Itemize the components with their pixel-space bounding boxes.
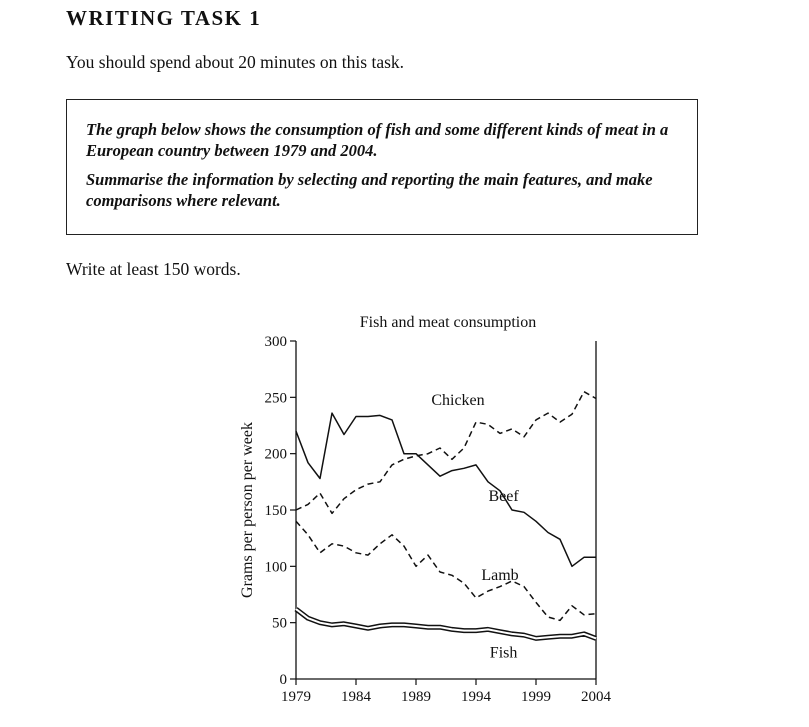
y-tick-label: 150 [264,503,287,519]
x-tick-label: 1999 [521,689,551,705]
chart-ticks [265,334,612,705]
y-tick-label: 250 [264,390,287,407]
y-tick-label: 300 [264,334,287,350]
word-count-instruction: Write at least 150 words. [66,259,241,279]
y-tick-label: 100 [264,559,287,576]
y-tick-label: 50 [272,615,287,632]
prompt-instructions: Summarise the information by selecting and reporting the main features, and make comparisons where relevant. [86,170,653,210]
chart-series [296,392,596,639]
instruction-text: You should spend about 20 minutes on this task. [66,52,405,72]
series-label-fish: Fish [489,644,518,662]
series-label-lamb: Lamb [481,566,519,584]
series-label-chicken: Chicken [431,392,485,410]
x-tick-label: 1994 [461,689,491,705]
series-beef-line [296,413,596,566]
task-heading: WRITING TASK 1 [66,6,262,30]
chart-series-labels [431,392,519,661]
chart-title: Fish and meat consumption [359,314,537,331]
y-axis-label: Grams per person per week [239,422,256,598]
series-lamb-line [296,521,596,620]
fish-meat-line-chart [0,300,809,727]
x-tick-label: 1984 [341,689,371,705]
series-chicken-line [296,392,596,514]
x-tick-label: 1979 [281,689,311,705]
series-label-beef: Beef [488,487,519,505]
y-tick-label: 200 [264,446,287,463]
y-tick-label: 0 [279,672,287,688]
x-tick-label: 1989 [401,689,431,705]
prompt-box [66,99,698,235]
prompt-description: The graph below shows the consumption of fish and some different kinds of meat in a European country between 1979 and 2004. [86,120,669,160]
x-tick-label: 2004 [581,689,611,705]
series-fish-line-inner [296,609,596,638]
